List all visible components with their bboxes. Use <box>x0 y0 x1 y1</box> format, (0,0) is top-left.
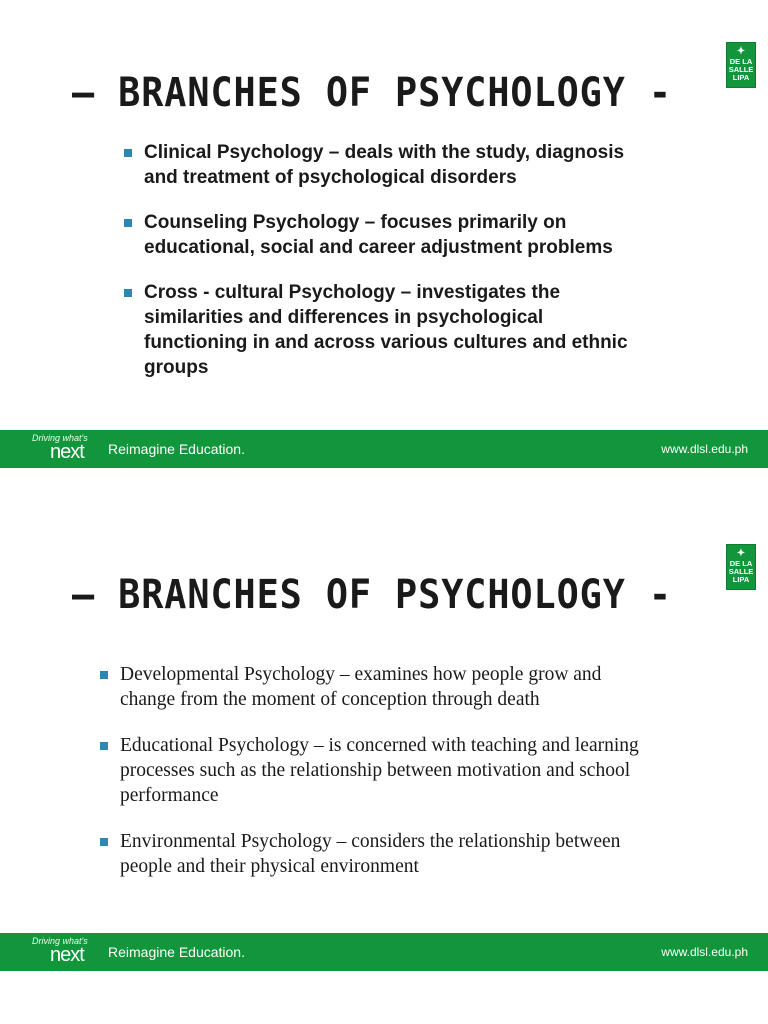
slide-2 <box>0 502 768 982</box>
list-item <box>100 829 660 879</box>
dlsl-logo <box>726 42 756 88</box>
square-bullet-icon <box>124 289 132 297</box>
bullet-text: Cross - cultural Psychology – investigates the similarities and differences in psychological functioning in and across various cultures and ethnic groups <box>144 282 628 378</box>
brand-small-text: Driving what's <box>32 433 88 443</box>
bullet-list <box>124 140 644 400</box>
brand-mark <box>32 936 96 968</box>
brand-small-text: Driving what's <box>32 936 88 946</box>
square-bullet-icon <box>100 742 108 750</box>
list-item <box>124 280 644 380</box>
footer-url: www.dlsl.edu.ph <box>661 442 748 456</box>
list-item <box>100 662 660 712</box>
footer-tagline: Reimagine Education. <box>108 944 245 960</box>
footer-bar <box>0 430 768 468</box>
logo-line-2: SALLE <box>728 567 754 576</box>
brand-mark <box>32 433 96 465</box>
dlsl-logo <box>726 544 756 590</box>
star-icon: ✦ <box>736 46 746 57</box>
brand-big-text: next <box>50 441 84 463</box>
bullet-text: Developmental Psychology – examines how people grow and change from the moment of conception through death <box>120 664 602 710</box>
footer-url: www.dlsl.edu.ph <box>661 945 748 959</box>
footer-tagline: Reimagine Education. <box>108 441 245 457</box>
list-item <box>100 733 660 808</box>
slide-title: – BRANCHES OF PSYCHOLOGY - <box>72 572 672 618</box>
logo-line-1: DE LA <box>729 57 753 66</box>
logo-line-1: DE LA <box>729 559 753 568</box>
bullet-text: Educational Psychology – is concerned with teaching and learning processes such as the relationship between motivation and school performance <box>120 735 639 806</box>
bullet-text: Clinical Psychology – deals with the study, diagnosis and treatment of psychological disorders <box>144 142 625 188</box>
slide-title: – BRANCHES OF PSYCHOLOGY - <box>72 70 672 116</box>
logo-line-3: LIPA <box>732 575 750 584</box>
logo-line-3: LIPA <box>732 73 750 82</box>
square-bullet-icon <box>100 671 108 679</box>
footer-bar <box>0 933 768 971</box>
star-icon: ✦ <box>736 548 746 559</box>
bullet-text: Environmental Psychology – considers the relationship between people and their physical environment <box>120 831 621 877</box>
brand-big-text: next <box>50 944 84 966</box>
bullet-text: Counseling Psychology – focuses primarily on educational, social and career adjustment problems <box>144 212 613 258</box>
list-item <box>124 140 644 190</box>
list-item <box>124 210 644 260</box>
logo-line-2: SALLE <box>728 65 754 74</box>
bullet-list <box>100 662 660 900</box>
slide-1 <box>0 0 768 480</box>
square-bullet-icon <box>124 149 132 157</box>
square-bullet-icon <box>124 219 132 227</box>
square-bullet-icon <box>100 838 108 846</box>
